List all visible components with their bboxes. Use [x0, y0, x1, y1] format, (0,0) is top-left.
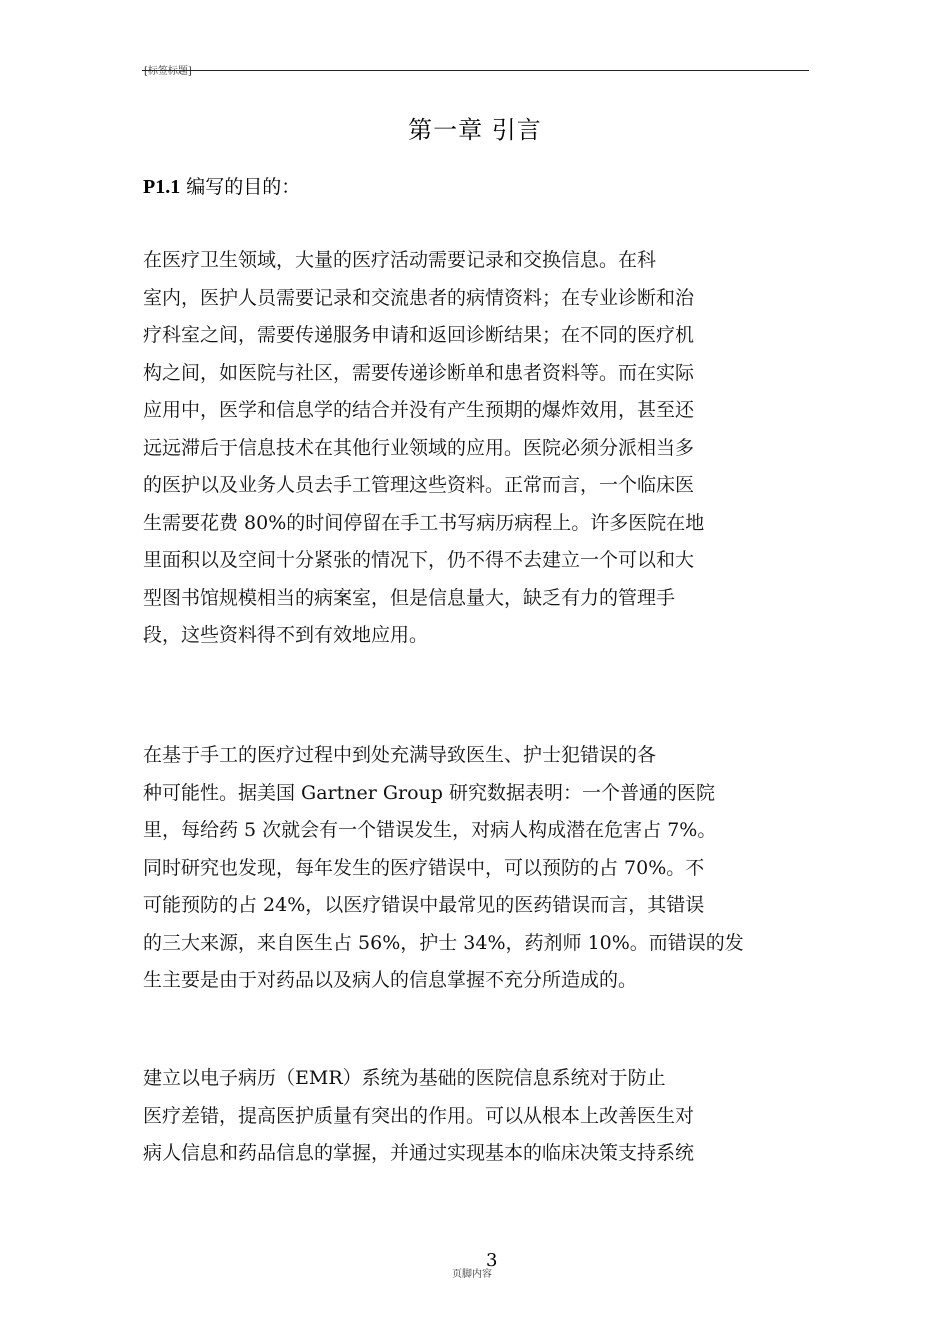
- paragraph-line: 型图书馆规模相当的病案室，但是信息量大，缺乏有力的管理手: [143, 586, 676, 609]
- section-title: 编写的目的：: [180, 176, 301, 198]
- paragraph-line: 同时研究也发现，每年发生的医疗错误中，可以预防的占 70%。不: [143, 856, 705, 879]
- paragraph-line: 应用中，医学和信息学的结合并没有产生预期的爆炸效用，甚至还: [143, 399, 695, 421]
- paragraph-line: 可能预防的占 24%，以医疗错误中最常见的医药错误而言，其错误: [143, 894, 705, 916]
- paragraph-line: 疗科室之间，需要传递服务申请和返回诊断结果；在不同的医疗机: [143, 324, 695, 346]
- paragraph-line: 在医疗卫生领域，大量的医疗活动需要记录和交换信息。在科: [143, 249, 657, 271]
- paragraph-line: 生主要是由于对药品以及病人的信息掌握不充分所造成的。: [143, 969, 638, 991]
- paragraph-line: 在基于手工的医疗过程中到处充满导致医生、护士犯错误的各: [143, 744, 657, 766]
- paragraph-line: 远远滞后于信息技术在其他行业领域的应用。医院必须分派相当多: [143, 436, 695, 459]
- page-number: 3: [486, 1250, 498, 1271]
- paragraph-line: 的三大来源，来自医生占 56%，护士 34%，药剂师 10%。而错误的发: [143, 931, 744, 954]
- paragraph-line: 种可能性。据美国 Gartner Group 研究数据表明：一个普通的医院: [143, 781, 716, 804]
- paragraph-line: 建立以电子病历（EMR）系统为基础的医院信息系统对于防止: [143, 1067, 666, 1089]
- paragraph-line: 的医护以及业务人员去手工管理这些资料。正常而言，一个临床医: [143, 474, 695, 496]
- paragraph-2: [143, 737, 803, 1000]
- paragraph-line: 室内，医护人员需要记录和交流患者的病情资料；在专业诊断和治: [143, 286, 695, 309]
- paragraph-line: 生需要花费 80%的时间停留在手工书写病历病程上。许多医院在地: [143, 511, 705, 534]
- paragraph-line: 病人信息和药品信息的掌握，并通过实现基本的临床决策支持系统: [143, 1142, 695, 1164]
- paragraph-3: [143, 1060, 803, 1173]
- paragraph-line: 医疗差错，提高医护质量有突出的作用。可以从根本上改善医生对: [143, 1104, 695, 1127]
- paragraph-line: 里面积以及空间十分紧张的情况下，仍不得不去建立一个可以和大: [143, 549, 695, 571]
- paragraph-1: [143, 242, 803, 655]
- paragraph-line: 段，这些资料得不到有效地应用。: [143, 624, 429, 646]
- paragraph-line: 里，每给药 5 次就会有一个错误发生，对病人构成潜在危害占 7%。: [143, 819, 717, 841]
- section-heading: [143, 172, 300, 199]
- header-rule: [142, 70, 809, 71]
- paragraph-line: 构之间，如医院与社区，需要传递诊断单和患者资料等。而在实际: [143, 361, 695, 384]
- header-label: [标签标题]: [144, 66, 192, 77]
- footer-label: 页脚内容: [452, 1269, 492, 1280]
- section-number: P1.1: [143, 176, 181, 198]
- chapter-title: 第一章 引言: [408, 116, 542, 144]
